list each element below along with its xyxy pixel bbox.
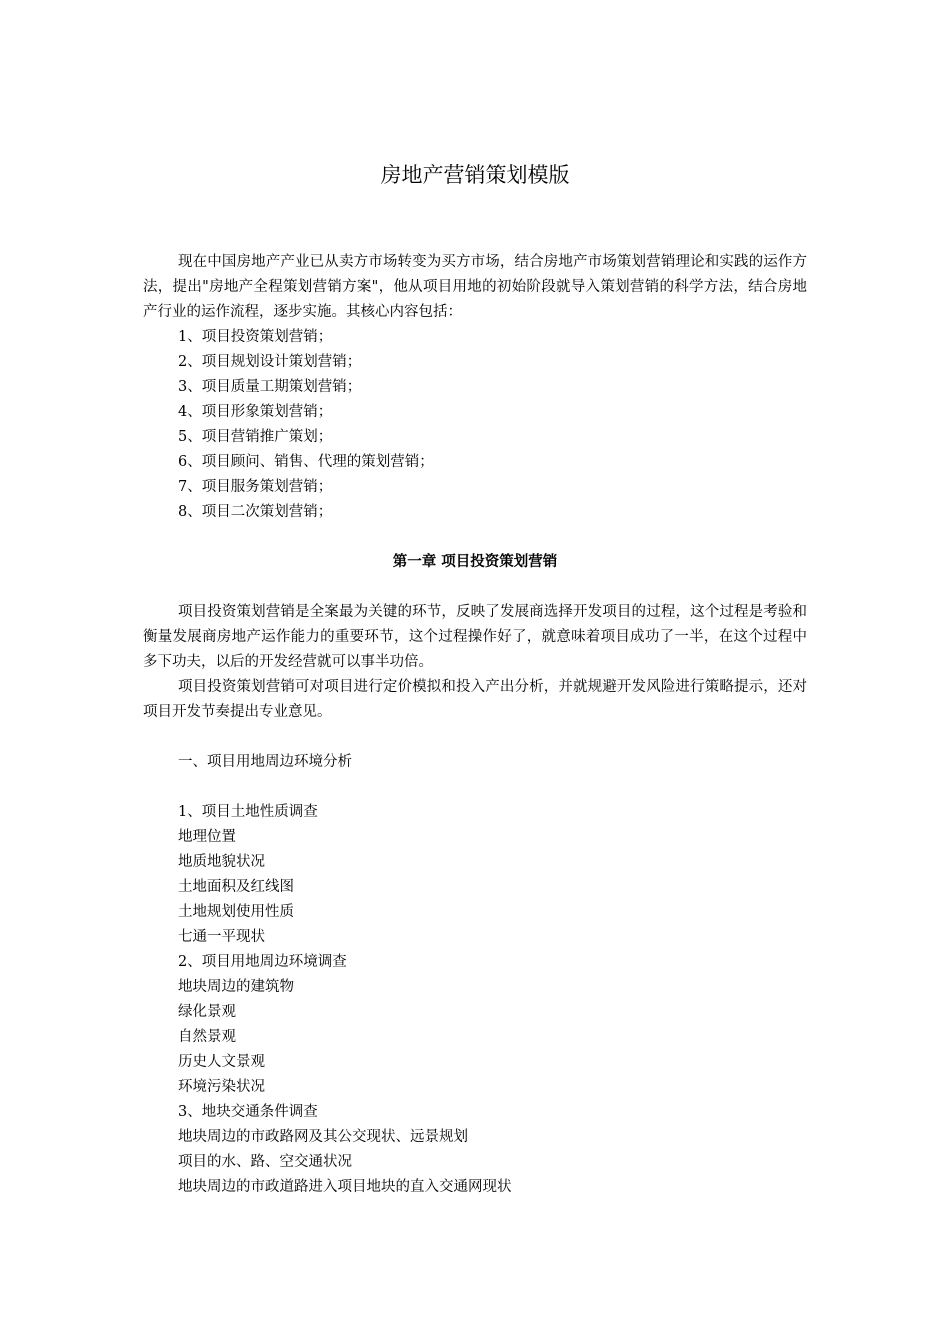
- core-list: [143, 325, 807, 525]
- list-item: 6、项目顾问、销售、代理的策划营销；: [178, 454, 434, 470]
- list-item: 地块周边的市政路网及其公交现状、远景规划: [178, 1129, 468, 1145]
- blank-line: [143, 525, 807, 550]
- list-item: 2、项目规划设计策划营销；: [178, 354, 362, 370]
- list-item: 2、项目用地周边环境调查: [178, 954, 347, 970]
- chapter-paragraph: 项目投资策划营销是全案最为关键的环节，反映了发展商选择开发项目的过程，这个过程是考验和衡量发展商房地产运作能力的重要环节，这个过程操作好了，就意味着项目成功了一半，在这个过程中多下功夫，以后的开发经营就可以事半功倍。: [143, 604, 807, 670]
- blank-line: [143, 725, 807, 750]
- document-body: [143, 250, 807, 1200]
- list-item: 1、项目土地性质调查: [178, 804, 318, 820]
- list-item: 1、项目投资策划营销；: [178, 329, 333, 345]
- list-item: 5、项目营销推广策划；: [178, 429, 333, 445]
- list-item: 3、项目质量工期策划营销；: [178, 379, 362, 395]
- list-item: 地质地貌状况: [178, 854, 265, 870]
- list-item: 地块周边的建筑物: [178, 979, 294, 995]
- list-item: 地理位置: [178, 829, 236, 845]
- list-item: 历史人文景观: [178, 1054, 265, 1070]
- list-item: 7、项目服务策划营销；: [178, 479, 333, 495]
- list-item: 3、地块交通条件调查: [178, 1104, 318, 1120]
- blank-line: [143, 775, 807, 800]
- section-items: [143, 800, 807, 1200]
- list-item: 地块周边的市政道路进入项目地块的直入交通网现状: [178, 1179, 512, 1195]
- section-heading: 一、项目用地周边环境分析: [178, 754, 352, 770]
- list-item: 七通一平现状: [178, 929, 265, 945]
- list-item: 自然景观: [178, 1029, 236, 1045]
- blank-line: [143, 575, 807, 600]
- document-title: 房地产营销策划模版: [380, 163, 570, 187]
- list-item: 土地规划使用性质: [178, 904, 294, 920]
- list-item: 8、项目二次策划营销；: [178, 504, 333, 520]
- list-item: 4、项目形象策划营销；: [178, 404, 333, 420]
- list-item: 环境污染状况: [178, 1079, 265, 1095]
- intro-paragraph: 现在中国房地产产业已从卖方市场转变为买方市场，结合房地产市场策划营销理论和实践的运作方法，提出"房地产全程策划营销方案"，他从项目用地的初始阶段就导入策划营销的科学方法，结合房地产行业的运作流程，逐步实施。其核心内容包括：: [143, 254, 807, 320]
- chapter-heading: 第一章 项目投资策划营销: [392, 554, 558, 570]
- list-item: 土地面积及红线图: [178, 879, 294, 895]
- list-item: 绿化景观: [178, 1004, 236, 1020]
- list-item: 项目的水、路、空交通状况: [178, 1154, 352, 1170]
- chapter-paragraph: 项目投资策划营销可对项目进行定价模拟和投入产出分析，并就规避开发风险进行策略提示，还对项目开发节奏提出专业意见。: [143, 679, 807, 720]
